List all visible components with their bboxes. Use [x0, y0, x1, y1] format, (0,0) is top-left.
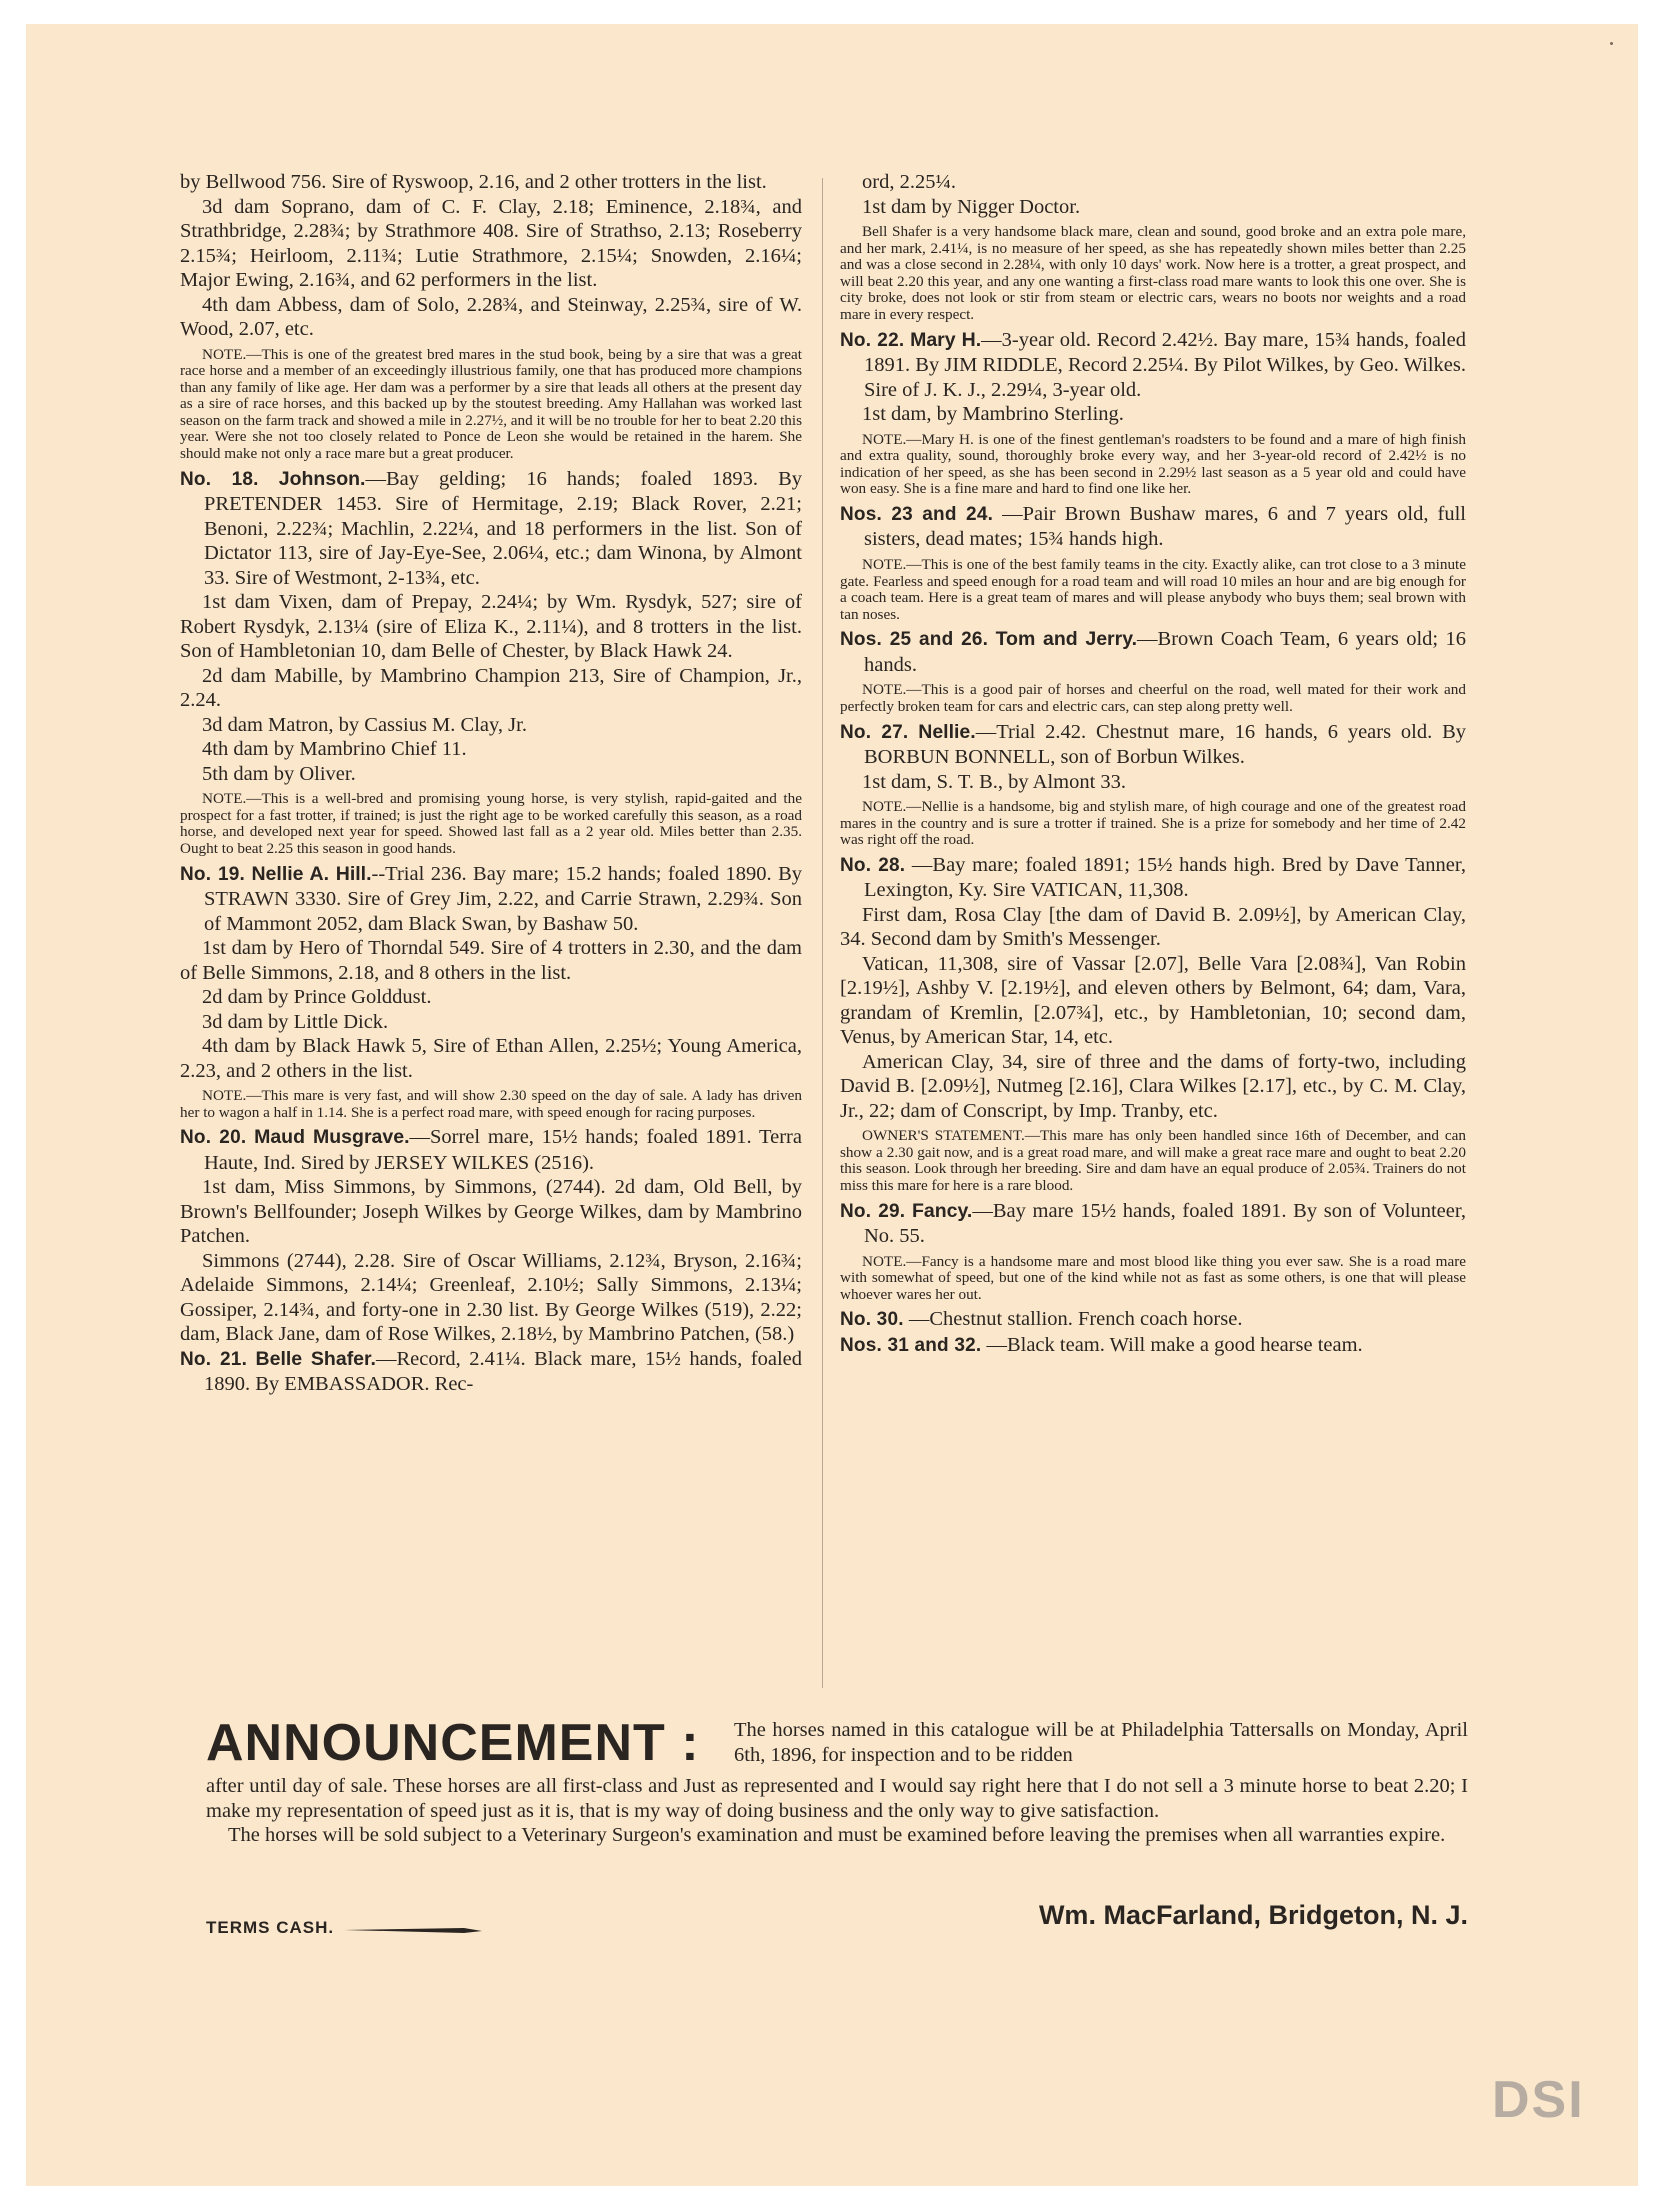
lot-description: —Black team. Will make a good hearse team. [986, 1333, 1363, 1356]
pedigree-paragraph: 4th dam Abbess, dam of Solo, 2.28¾, and Steinway, 2.25¾, sire of W. Wood, 2.07, etc. [180, 293, 802, 340]
pedigree-paragraph: 1st dam, by Mambrino Sterling. [862, 403, 1124, 426]
lot-number: No. 29. [840, 1200, 906, 1222]
lot-entry [180, 1125, 802, 1175]
lot-number: Nos. 25 and 26. [840, 629, 989, 651]
announcement-side-text: The horses named in this catalogue will be at Philadelphia Tattersalls on Monday, April 6th, 1896, for inspection and to be ridden [734, 1719, 1468, 1766]
lot-description: —Trial 2.42. Chestnut mare, 16 hands, 6 years old. By BORBUN BONNELL, son of Borbun Wilkes. [864, 720, 1466, 768]
right-column [840, 170, 1466, 1358]
horse-name: Maud Musgrave. [254, 1126, 410, 1149]
horse-name: Johnson. [278, 467, 366, 490]
pedigree-paragraph: American Clay, 34, sire of three and the dams of forty-two, including David B. [2.09½], Nutmeg [2.16], Clara Wilkes [2.17], etc., by C. M. Clay, Jr., 22; dam of Conscript, by Imp. Tranby, etc. [840, 1050, 1466, 1122]
lot-description: —Sorrel mare, 15½ hands; foaled 1891. Terra Haute, Ind. Sired by JERSEY WILKES (2516). [204, 1126, 802, 1174]
lot-description: --Trial 236. Bay mare; 15.2 hands; foaled 1890. By STRAWN 3330. Sire of Grey Jim, 2.22, and Carrie Strawn, 2.29¾. Son of Mammont 2052, dam Black Swan, by Bashaw 50. [204, 862, 803, 935]
pedigree-paragraph: by Bellwood 756. Sire of Ryswoop, 2.16, and 2 other trotters in the list. [180, 171, 767, 193]
announcement-paragraph: The horses will be sold subject to a Veterinary Surgeon's examination and must be examined before leaving the premises when all warranties expire. [228, 1824, 1446, 1846]
left-column [180, 170, 802, 1397]
lot-entry [840, 1199, 1466, 1249]
lot-entry [840, 1333, 1466, 1359]
lot-description: —Bay gelding; 16 hands; foaled 1893. By PRETENDER 1453. Sire of Hermitage, 2.19; Black Rover, 2.21; Benoni, 2.22¾; Machlin, 2.22¼, and 18 performers in the list. Son of Dictator 113, sire of Jay-Eye-See, 2.06¼, etc.; dam Winona, by Almont 33. Sire of Westmont, 2-13¾, etc. [204, 467, 802, 589]
lot-description: —Brown Coach Team, 6 years old; 16 hands. [864, 628, 1466, 676]
note-paragraph: OWNER'S STATEMENT.—This mare has only been handled since 16th of December, and can show a 2.30 gait now, and is a great road mare, and will make a great race mare and ought to beat 2.20 this season. Look through her breeding. Sire and dam have an equal produce of 2.05¾. Trainers do not miss this mare for here is a rare blood. [840, 1127, 1466, 1195]
lot-description: —3-year old. Record 2.42½. Bay mare, 15¾ hands, foaled 1891. By JIM RIDDLE, Record 2.25¼. By Pilot Wilkes, by Geo. Wilkes. Sire of J. K. J., 2.29¼, 3-year old. [864, 328, 1466, 401]
note-paragraph: NOTE.—This mare is very fast, and will show 2.30 speed on the day of sale. A lady has driven her to wagon a half in 1.14. She is a perfect road mare, with speed enough for racing purposes. [180, 1087, 802, 1121]
lot-description: —Chestnut stallion. French coach horse. [908, 1308, 1243, 1331]
pedigree-paragraph: 1st dam, Miss Simmons, by Simmons, (2744). 2d dam, Old Bell, by Brown's Bellfounder; Joseph Wilkes by George Wilkes, dam by Mambrino Patchen. [180, 1176, 802, 1248]
pedigree-paragraph: ord, 2.25¼. [862, 171, 956, 193]
announcement-title: ANNOUNCEMENT : [206, 1714, 700, 1772]
pedigree-paragraph: 1st dam by Hero of Thorndal 549. Sire of 4 trotters in 2.30, and the dam of Belle Simmons, 2.18, and 8 others in the list. [180, 937, 802, 984]
lot-entry [840, 720, 1466, 770]
horse-name: Fancy. [911, 1199, 973, 1222]
pedigree-paragraph: 3d dam by Little Dick. [202, 1010, 389, 1033]
lot-entry [840, 627, 1466, 677]
lot-description: —Pair Brown Bushaw mares, 6 and 7 years old, full sisters, dead mates; 15¾ hands high. [864, 502, 1467, 551]
lot-number: No. 20. [180, 1127, 247, 1149]
horse-name: Nellie. [918, 720, 976, 743]
archive-stamp: DSI [1492, 2071, 1585, 2129]
lot-entry [840, 328, 1466, 403]
pedigree-paragraph: First dam, Rosa Clay [the dam of David B. 2.09½], by American Clay, 34. Second dam by Smith's Messenger. [840, 903, 1466, 951]
horse-name: Belle Shafer. [255, 1347, 376, 1370]
horse-name: Tom and Jerry. [995, 628, 1138, 651]
lot-entry [840, 502, 1466, 552]
pedigree-paragraph: Vatican, 11,308, sire of Vassar [2.07], Belle Vara [2.08¾], Van Robin [2.19½], Ashby V. [2.19½], and eleven others by Belmont, 64; dam, Vara, grandam of Kremlin, [2.07¾], etc., by Hambletonian, 10; second dam, Venus, by American Star, 14, etc. [840, 952, 1466, 1049]
note-paragraph: NOTE.—Fancy is a handsome mare and most blood like thing you ever saw. She is a road mare with somewhat of speed, but one of the kind while not as fast as some others, is one that will please whoever wares her out. [840, 1252, 1466, 1303]
note-paragraph: NOTE.—This is one of the greatest bred mares in the stud book, being by a sire that was a great race horse and a member of an exceedingly illustrious family, one that has produced more champions than any family of like age. Her dam was a performer by a sire that leads all others at the present day as a sire of race horses, and this backed up by the stoutest breeding. Amy Hallahan was worked last season on the farm track and showed a mile in 2.27½, and it will be no trouble for her to beat 2.20 this year. Were she not too closely related to Ponce de Leon she would be retained in the harem. She should make not only a race mare but a great producer. [180, 345, 802, 463]
note-paragraph: NOTE.—This is one of the best family teams in the city. Exactly alike, can trot close to a 3 minute gate. Fearless and speed enough for a road team and will road 10 miles an hour and are big enough for a coach team. Here is a great team of mares and will please anybody who buys them; seal brown with tan noses. [840, 555, 1466, 623]
lot-description: —Bay mare; foaled 1891; 15½ hands high. Bred by Dave Tanner, Lexington, Ky. Sire VATICAN, 11,308. [864, 853, 1467, 902]
lot-description: —Record, 2.41¼. Black mare, 15½ hands, foaled 1890. By EMBASSADOR. Rec- [204, 1347, 803, 1396]
pedigree-paragraph: 1st dam Vixen, dam of Prepay, 2.24¼; by Wm. Rysdyk, 527; sire of Robert Rysdyk, 2.13¼ (sire of Eliza K., 2.11¼), and 8 trotters in the list. Son of Hambletonian 10, dam Belle of Chester, by Black Hawk 24. [180, 591, 802, 663]
column-divider [822, 178, 823, 1688]
lot-entry [180, 1347, 802, 1397]
announcement-paragraph: after until day of sale. These horses are all first-class and Just as represented and I would say right here that I do not sell a 3 minute horse to beat 2.20; I make my representation of speed just as it is, that is my way of doing business and the only way to give satisfaction. [206, 1775, 1468, 1822]
lot-entry [840, 1307, 1466, 1333]
lot-number: No. 27. [840, 721, 909, 743]
pedigree-paragraph: 1st dam by Nigger Doctor. [862, 195, 1081, 218]
lot-entry [180, 467, 802, 591]
signature: Wm. MacFarland, Bridgeton, N. J. [1038, 1900, 1468, 1930]
note-paragraph: NOTE.—This is a good pair of horses and cheerful on the road, well mated for their work and perfectly broken team for cars and electric cars, can step along pretty well. [840, 681, 1466, 715]
lot-entry [840, 853, 1466, 903]
pedigree-paragraph: 5th dam by Oliver. [202, 762, 356, 785]
lot-number: No. 19. [180, 863, 246, 885]
pedigree-paragraph: 3d dam Matron, by Cassius M. Clay, Jr. [202, 713, 527, 736]
lot-number: No. 21. [180, 1348, 248, 1370]
lot-number: No. 30. [840, 1309, 904, 1331]
lot-number: No. 28. [840, 854, 906, 876]
pedigree-paragraph: Simmons (2744), 2.28. Sire of Oscar Williams, 2.12¾, Bryson, 2.16¾; Adelaide Simmons, 2.14¼; Greenleaf, 2.10½; Sally Simmons, 2.13¼; Gossiper, 2.14¾, and forty-one in 2.30 list. By George Wilkes (519), 2.22; dam, Black Jane, dam of Rose Wilkes, 2.18½, by Mambrino Patchen, (58.) [180, 1249, 802, 1346]
horse-name: Mary H. [910, 328, 982, 351]
lot-number: Nos. 31 and 32. [840, 1334, 982, 1356]
lot-number: Nos. 23 and 24. [840, 503, 994, 525]
terms-label: TERMS CASH. [206, 1918, 335, 1937]
pedigree-paragraph: 4th dam by Black Hawk 5, Sire of Ethan Allen, 2.25½; Young America, 2.23, and 2 others in the list. [180, 1035, 802, 1082]
pedigree-paragraph: 4th dam by Mambrino Chief 11. [202, 738, 467, 761]
note-paragraph: NOTE.—This is a well-bred and promising young horse, is very stylish, rapid-gaited and the prospect for a fast trotter, if trained; is just the right age to be worked carefully this season, as a road horse, and developed next year for speed. Showed last fall as a 2 year old. Miles better than 2.35. Ought to beat 2.25 this season in good hands. [180, 790, 802, 857]
pedigree-paragraph: 2d dam by Prince Golddust. [202, 986, 432, 1009]
lot-number: No. 18. [180, 468, 259, 490]
lot-entry [180, 862, 802, 937]
lot-description: —Bay mare 15½ hands, foaled 1891. By son of Volunteer, No. 55. [864, 1199, 1467, 1248]
pedigree-paragraph: 2d dam Mabille, by Mambrino Champion 213, Sire of Champion, Jr., 2.24. [180, 664, 802, 712]
note-paragraph: NOTE.—Mary H. is one of the finest gentleman's roadsters to be found and a mare of high finish and extra quality, sound, thoroughly broke every way, and her 3-year-old record of 2.42½ is no indication of her speed, as she has been second in 2.29½ last season as a 5 year old and could have won easy. She is a fine mare and hard to find one like her. [840, 430, 1466, 498]
speck [1610, 42, 1613, 45]
pedigree-paragraph: 1st dam, S. T. B., by Almont 33. [862, 770, 1127, 793]
terms-cash [206, 1918, 484, 1938]
note-paragraph: NOTE.—Nellie is a handsome, big and stylish mare, of high courage and one of the greatest road mares in the country and is sure a trotter if trained. She is a prize for somebody and her time of 2.42 was right off the road. [840, 798, 1466, 849]
horse-name: Nellie A. Hill. [251, 862, 372, 885]
terms-rule-icon [344, 1923, 484, 1935]
note-paragraph: Bell Shafer is a very handsome black mare, clean and sound, good broke and an extra pole mare, and her mark, 2.41¼, is no measure of her speed, as she has repeatedly shown miles better than 2.25 and was a close second in 2.28¼, with only 10 days' work. Now here is a trotter, a great prospect, and will beat 2.20 this year, and any one wanting a first-class road mare wants to look this one over. She is city broke, does not look or stir from steam or electric cars, wears no boots nor weights and a road mare in every respect. [840, 223, 1466, 323]
pedigree-paragraph: 3d dam Soprano, dam of C. F. Clay, 2.18; Eminence, 2.18¾, and Strathbridge, 2.28¾; by Strathmore 408. Sire of Strathso, 2.13; Roseberry 2.15¾; Heirloom, 2.11¾; Lutie Strathmore, 2.15¼; Snowden, 2.16¼; Major Ewing, 2.16¾, and 62 performers in the list. [180, 195, 802, 291]
lot-number: No. 22. [840, 329, 905, 351]
announcement-body [206, 1774, 1468, 1848]
